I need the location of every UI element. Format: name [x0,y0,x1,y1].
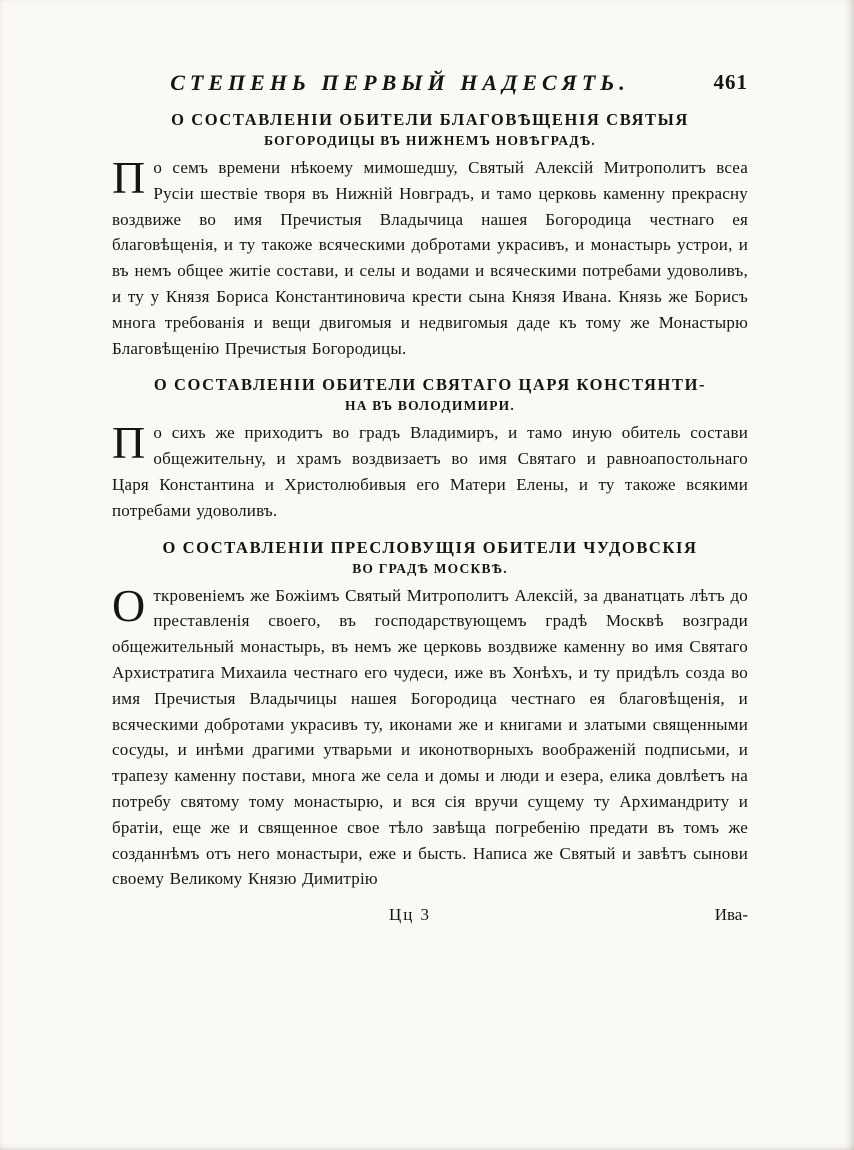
section-heading-line2: БОГОРОДИЦЫ ВЪ НИЖНЕМЪ НОВѢГРАДѢ. [264,133,596,148]
signature-mark: Цц 3 [388,905,432,925]
section-heading [112,375,748,414]
paragraph [112,152,748,361]
catchword: Ива- [714,905,748,925]
paragraph-text: о сихъ же приходитъ во градъ Владимиръ, и тамо иную обитель состави общежительну, и храмъ воздвизаетъ во имя Святаго и равноапостольнаго Царя Константина и Христолюбивыя его Матери Елены, и ту такоже всякими потребами удоволивъ. [112,423,748,520]
section-heading [112,110,748,149]
section-heading-line1: О СОСТАВЛЕНІИ ПРЕСЛОВУЩІЯ ОБИТЕЛИ ЧУДОВСКІЯ [162,537,698,557]
paragraph-text: о семъ времени нѣкоему мимошедшу, Святый Алексій Митрополитъ всеа Русіи шествіе творя въ Нижній Новградъ, и тамо церковь каменну прекрасну воздвиже во имя Пречистыя Владычица нашея Богородица честнаго ея благовѣщенія, и ту такоже всяческими добротами украсивъ, и монастырь устрои, и въ немъ общее житіе состави, и селы и водами и всяческими потребами удоволивъ, и ту у Князя Бориса Константиновича крести сына Князя Ивана. Князь же Борисъ многа требованія и вещи двигомыя и недвигомыя даде къ тому же Монастырю Благовѣщенію Пречистыя Богородицы. [112,158,748,358]
section-heading-line2: ВО ГРАДѢ МОСКВѢ. [352,560,508,576]
section-heading-line1: О СОСТАВЛЕНІИ ОБИТЕЛИ СВЯТАГО ЦАРЯ КОНСТЯНТИ- [153,375,707,395]
drop-cap: П [112,417,146,469]
section-chudov-monastery [112,538,748,893]
paragraph-text: ткровеніемъ же Божіимъ Святый Митрополитъ Алексій, за дванатцать лѣтъ до преставленія своего, въ господарствующемъ градѣ Москвѣ возгради общежительный монастырь, въ немъ же церковь воздвиже каменну во имя Святаго Архистратига Михаила честнаго его чудеси, иже въ Хонѣхъ, и ту придѣлъ созда во имя Пречистыя Владычицы нашея Богородица честнаго ея благовѣщенія, и всяческими добротами украсивъ ту, иконами же и книгами и златыми священными сосуды, и инѣми драгими утварьми и иконотворныхъ воображеній подписьми, и трапезу каменну постави, многа же села и домы и люди и езера, елика довлѣетъ на потребу святому тому монастырю, и вся сія вручи сущему ту Архимандриту и братіи, еще же и священное свое тѣло завѣща погребенію предати въ томъ же созданнѣмъ отъ него монастыри, еже и бысть. Написа же Святый и завѣтъ сынови своему Великому Князю Димитрію [112,585,748,889]
paragraph [112,579,748,893]
paragraph [112,417,748,523]
chapter-title: СТЕПЕНЬ ПЕРВЫЙ НАДЕСЯТЬ. [170,70,630,95]
running-head [112,70,748,96]
drop-cap: П [112,152,146,203]
section-annunciation-monastery [112,110,748,361]
drop-cap: О [112,579,146,631]
section-constantine-monastery [112,375,748,523]
page-number: 461 [713,70,748,94]
section-heading-line1: О СОСТАВЛЕНІИ ОБИТЕЛИ БЛАГОВѢЩЕНІЯ СВЯТЫЯ [171,110,689,129]
section-heading-line2: НА ВЪ ВОЛОДИМИРИ. [345,398,515,414]
section-heading [112,538,748,577]
page-footer [112,902,748,928]
